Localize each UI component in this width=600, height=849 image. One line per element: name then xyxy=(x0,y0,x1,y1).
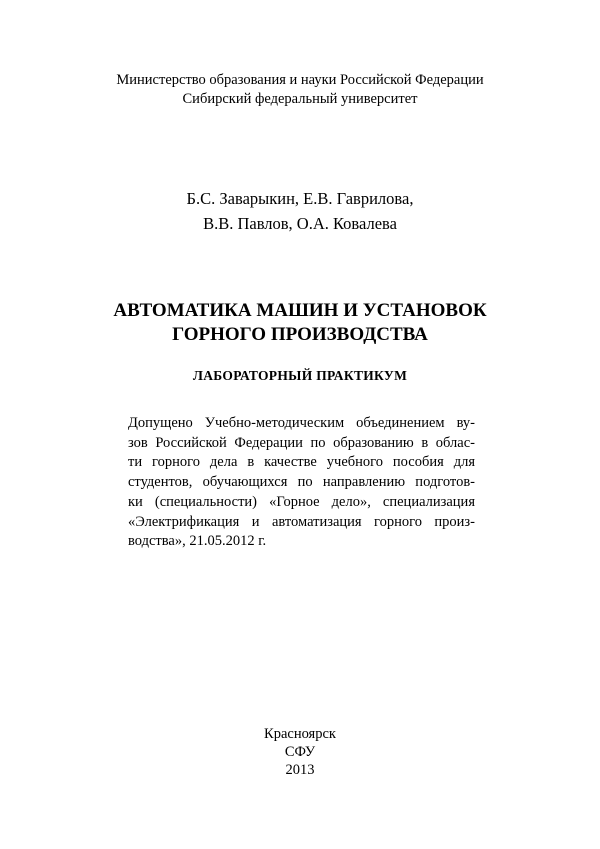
approval-line: студентов, обучающихся по направлению подготов- xyxy=(128,474,475,491)
approval-note xyxy=(128,414,475,552)
approval-line: водства», 21.05.2012 г. xyxy=(128,533,267,550)
title-line-1: АВТОМАТИКА МАШИН И УСТАНОВОК xyxy=(113,300,487,321)
approval-line: «Электрификация и автоматизация горного произ- xyxy=(128,513,475,530)
approval-line: ти горного дела в качестве учебного пособия для xyxy=(128,454,475,471)
imprint-city: Красноярск xyxy=(264,726,336,742)
university-line: Сибирский федеральный университет xyxy=(182,91,418,107)
authors-line-1: Б.С. Заварыкин, Е.В. Гаврилова, xyxy=(186,189,414,208)
approval-line: ки (специальности) «Горное дело», специализация xyxy=(128,493,475,510)
authors-line-2: В.В. Павлов, О.А. Ковалева xyxy=(203,214,397,233)
subtitle: ЛАБОРАТОРНЫЙ ПРАКТИКУМ xyxy=(192,368,408,383)
approval-line: зов Российской Федерации по образованию в облас- xyxy=(128,434,475,451)
imprint-publisher: СФУ xyxy=(284,744,316,760)
ministry-line: Министерство образования и науки Российской Федерации xyxy=(116,72,484,88)
approval-line: Допущено Учебно-методическим объединением ву- xyxy=(128,415,475,431)
title-line-2: ГОРНОГО ПРОИЗВОДСТВА xyxy=(172,324,428,345)
imprint-year: 2013 xyxy=(285,762,315,778)
